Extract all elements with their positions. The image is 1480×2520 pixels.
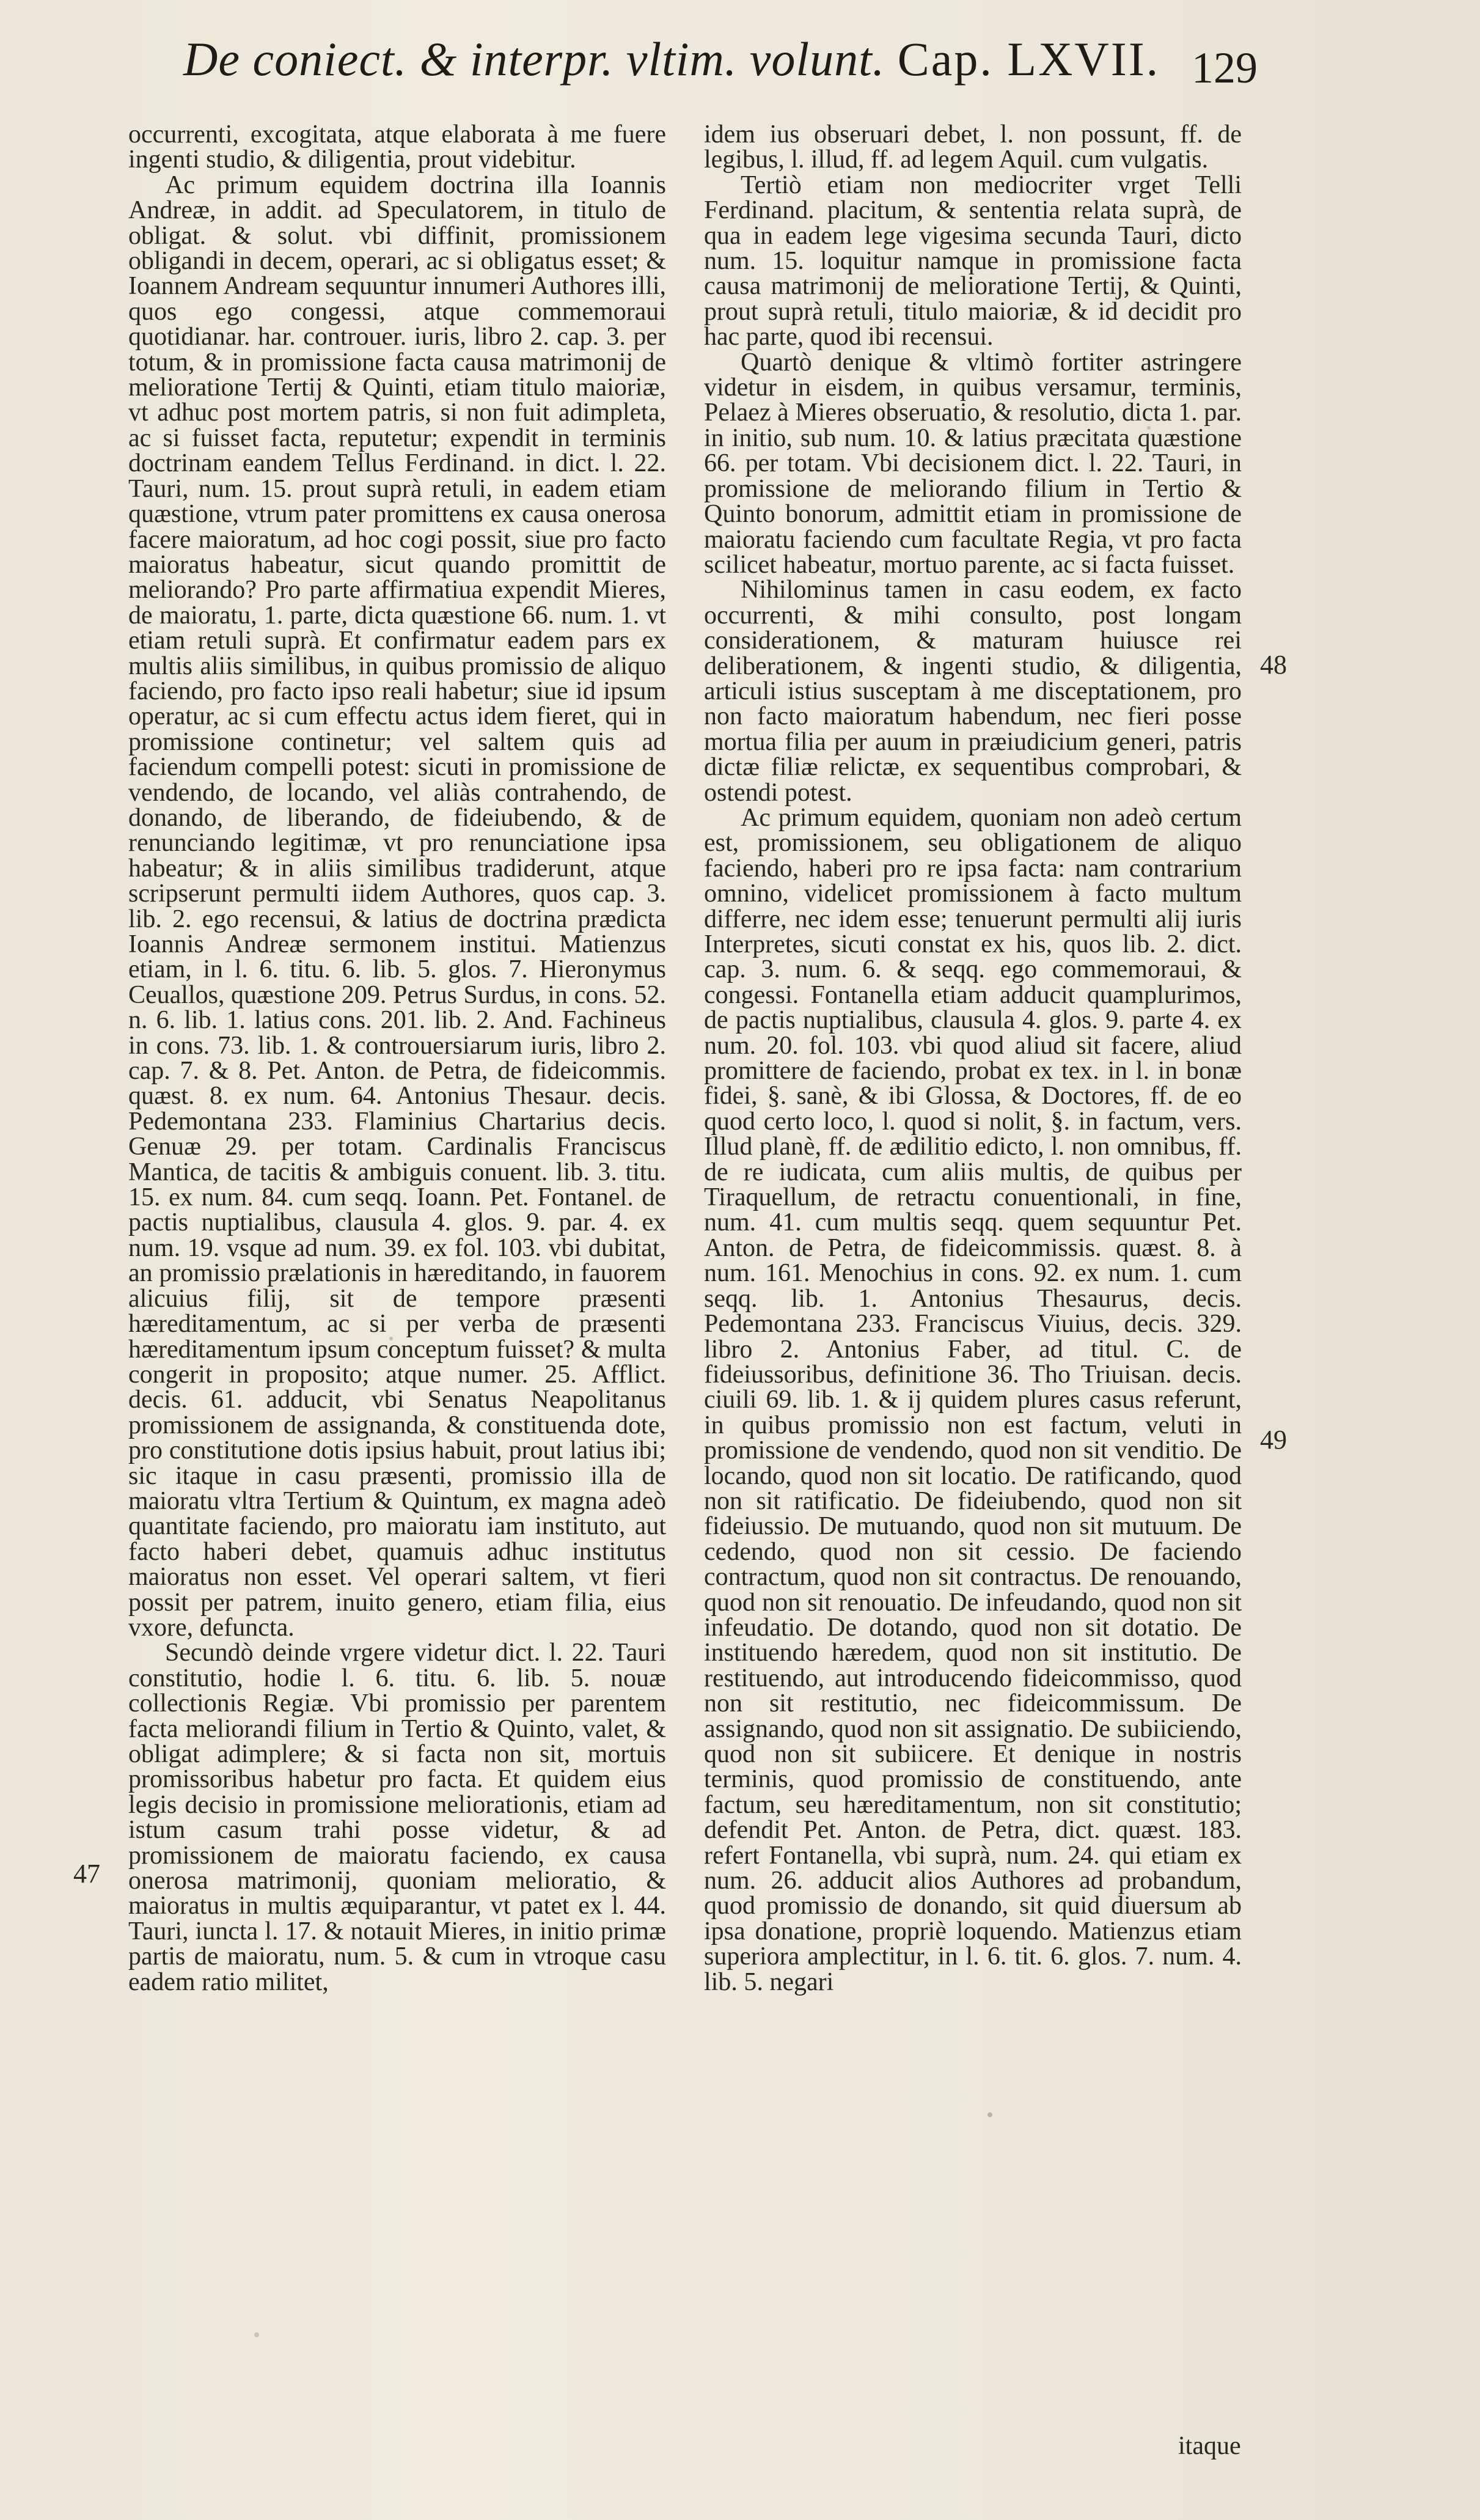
left-paragraph-2: Ac primum equidem doctrina illa Ioannis Andreæ, in addit. ad Speculatorem, in titulo de obligat. & solut. vbi diffinit, promissionem obligandi in decem, operari, ac si obligatus esset; & Ioannem Andream sequuntur innumeri Authores illi, quos ego congessi, atque commemoraui quotidianar. har. controuer. iuris, libro 2. cap. 3. per totum, & in promissione facta causa matrimonij de melioratione Tertij & Quinti, etiam titulo maioriæ, vt adhuc post mortem patris, si non fuit adimpleta, ac si fuisset facta, reputetur; expendit in terminis doctrinam eandem Tellus Ferdinand. in dict. l. 22. Tauri, num. 15. prout suprà retuli, in eadem etiam quæstione, vtrum pater promittens ex causa onerosa facere maioratum, ad hoc cogi possit, siue pro facto maioratus habeatur, sicut quando promittit de meliorando? Pro parte affirmatiua expendit Mieres, de maioratu, 1. parte, dicta quæstione 66. num. 1. vt etiam retuli suprà. Et confirmatur eadem pars ex multis aliis similibus, in quibus promissio de aliquo faciendo, pro facto ipso reali habetur; siue id ipsum operatur, ac si cum effectu actus idem fieret, qui in promissione continetur; vel saltem quis ad faciendum compelli potest: sicuti in promissione de vendendo, de locando, vel aliàs contrahendo, de donando, de liberando, de fideiubendo, & de renunciando legitimæ, vt pro renunciatione ipsa habeatur; & in aliis similibus tradiderunt, atque scripserunt permulti iidem Authores, quos cap. 3. lib. 2. ego recensui, & latius de doctrina prædicta Ioannis Andreæ sermonem institui. Matienzus etiam, in l. 6. titu. 6. lib. 5. glos. 7. Hieronymus Ceuallos, quæstione 209. Petrus Surdus, in cons. 52. n. 6. lib. 1. latius cons. 201. lib. 2. And. Fachineus in cons. 73. lib. 1. & controuersiarum iuris, libro 2. cap. 7. & 8. Pet. Anton. de Petra, de fideicommis. quæst. 8. ex num. 64. Antonius Thesaur. decis. Pedemontana 233. Flaminius Chartarius decis. Genuæ 29. per totam. Cardinalis Franciscus Mantica, de tacitis & ambiguis conuent. lib. 3. titu. 15. ex num. 84. cum seqq. Ioann. Pet. Fontanel. de pactis nuptialibus, clausula 4. glos. 9. par. 4. ex num. 19. vsque ad num. 39. ex fol. 103. vbi dubitat, an promissio prælationis in hæreditando, in fauorem alicuius filij, sit de tempore præsenti hæreditamentum, ac si per verba de præsenti hæreditamentum ipsum conceptum fuisset? & multa congerit in proposito; atque numer. 25. Afflict. decis. 61. adducit, vbi Senatus Neapolitanus promissionem de assignanda, & constituenda dote, pro constitutione dotis ipsius habuit, prout latius ibi; sic itaque in casu præsenti, promissio illa de maioratu vltra Tertium & Quintum, ex magna adeò quantitate faciendo, pro maioratu iam instituto, aut facto haberi debet, quamuis adhuc institutus maioratus non esset. Vel operari saltem, vt fieri possit per patrem, inuito genero, etiam filia, eius vxore, defuncta.	[128, 171, 666, 1642]
left-paragraph-3: Secundò deinde vrgere videtur dict. l. 22. Tauri constitutio, hodie l. 6. titu. 6. lib. 5. nouæ collectionis Regiæ. Vbi promissio per parentem facta meliorandi filium in Tertio & Quinto, valet, & obligat adimplere; & si facta non sit, mortuis promissoribus habetur pro facta. Et quidem eius legis decisio in promissione meliorationis, etiam ad istum casum trahi posse videtur, & ad promissionem de maioratu faciendo, ex causa onerosa matrimonij, quoniam melioratio, & maioratus in multis æquiparantur, vt patet ex l. 44. Tauri, iuncta l. 17. & notauit Mieres, in initio primæ partis de maioratu, num. 5. & cum in vtroque casu eadem ratio militet,	[128, 1639, 666, 1996]
left-paragraph-1: occurrenti, excogitata, atque elaborata à me fuere ingenti studio, & diligentia, prout videbitur.	[128, 120, 666, 174]
right-paragraph-1: idem ius obseruari debet, l. non possunt, ff. de legibus, l. illud, ff. ad legem Aquil. cum vulgatis.	[704, 120, 1242, 174]
chapter-number: Cap. LXVII.	[897, 32, 1160, 86]
right-paragraph-2: Tertiò etiam non mediocriter vrget Telli Ferdinand. placitum, & sententia relata suprà, de qua in eadem lege vigesima secunda Tauri, dicto num. 15. loquitur namque in promissione facta causa matrimonij de melioratione Tertij, & Quinti, prout suprà retuli, titulo maioriæ, & id decidit pro hac parte, quod ibi recensui.	[704, 171, 1242, 351]
margin-note-47: 47	[73, 1859, 100, 1889]
catchword: itaque	[1178, 2432, 1241, 2460]
right-paragraph-3: Quartò denique & vltimò fortiter astringere videtur in eisdem, in quibus versamur, terminis, Pelaez à Mieres obseruatio, & resolutio, dicta 1. par. in initio, sub num. 10. & latius præcitata quæstione 66. per totam. Vbi decisionem dict. l. 22. Tauri, in promissione de meliorando filium in Tertio & Quinto bonorum, admittit etiam in promissione de maioratu faciendo cum facultate Regia, vt pro facta scilicet habeatur, mortuo parente, ac si facta fuisset.	[704, 348, 1242, 579]
right-paragraph-5: Ac primum equidem, quoniam non adeò certum est, promissionem, seu obligationem de aliquo faciendo, haberi pro re ipsa facta: nam contrarium omnino, videlicet promissionem à facto multum differre, nec idem esse; tenuerunt permulti alij iuris Interpretes, sicuti constat ex his, quos lib. 2. dict. cap. 3. num. 6. & seqq. ego commemoraui, & congessi. Fontanella etiam adducit quamplurimos, de pactis nuptialibus, clausula 4. glos. 9. parte 4. ex num. 20. fol. 103. vbi quod aliud sit facere, aliud promittere de faciendo, probat ex tex. in l. in bonæ fidei, §. sanè, & ibi Glossa, & Doctores, ff. de eo quod certo loco, l. quod si nolit, §. in factum, vers. Illud planè, ff. de ædilitio edicto, l. non omnibus, ff. de re iudicata, cum aliis multis, de quibus per Tiraquellum, de retractu conuentionali, in fine, num. 41. cum multis seqq. quem sequuntur Pet. Anton. de Petra, de fideicommissis. quæst. 8. à num. 161. Menochius in cons. 92. ex num. 1. cum seqq. lib. 1. Antonius Thesaurus, decis. Pedemontana 233. Franciscus Viuius, decis. 329. libro 2. Antonius Faber, ad titul. C. de fideiussoribus, definitione 36. Tho Triuisan. decis. ciuili 69. lib. 1. & ij quidem plures casus referunt, in quibus promissio non est factum, veluti in promissione de vendendo, quod non sit venditio. De locando, quod non sit locatio. De ratificando, quod non sit ratificatio. De fideiubendo, quod non sit fideiussio. De mutuando, quod non sit mutuum. De cedendo, quod non sit cessio. De faciendo contractum, quod non sit contractus. De renouando, quod non sit renouatio. De infeudando, quod non sit infeudatio. De dotando, quod non sit dotatio. De instituendo hæredem, quod non sit institutio. De restituendo, aut introducendo fideicommisso, quod non sit restitutio, nec fideicommissum. De assignando, quod non sit assignatio. De subiiciendo, quod non sit subiicere. Et denique in nostris terminis, quod promissio de constituendo, ante factum, seu hæreditamentum, non sit constitutio; defendit Pet. Anton. de Petra, dict. quæst. 183. refert Fontanella, vbi suprà, num. 24. qui etiam ex num. 26. adducit alios Authores ad probandum, quod promissio de donando, sit quid diuersum ab ipsa donatione, propriè loquendo. Matienzus etiam superiora amplectitur, in l. 6. tit. 6. glos. 7. num. 4. lib. 5. negari	[704, 803, 1242, 1996]
margin-note-48: 48	[1260, 650, 1287, 680]
right-paragraph-4: Nihilominus tamen in casu eodem, ex facto occurrenti, & mihi consulto, post longam considerationem, & maturam huiusce rei deliberationem, & ingenti studio, & diligentia, articuli istius susceptam à me disceptationem, pro non facto maioratum habendum, nec fieri posse mortua filia per auum in præiudicium generi, patris dictæ filiæ relictæ, ex sequentibus comprobari, & ostendi potest.	[704, 576, 1242, 807]
margin-note-49: 49	[1260, 1425, 1287, 1455]
page-number: 129	[1192, 43, 1258, 92]
running-title: De coniect. & interpr. vltim. volunt.	[183, 32, 885, 86]
